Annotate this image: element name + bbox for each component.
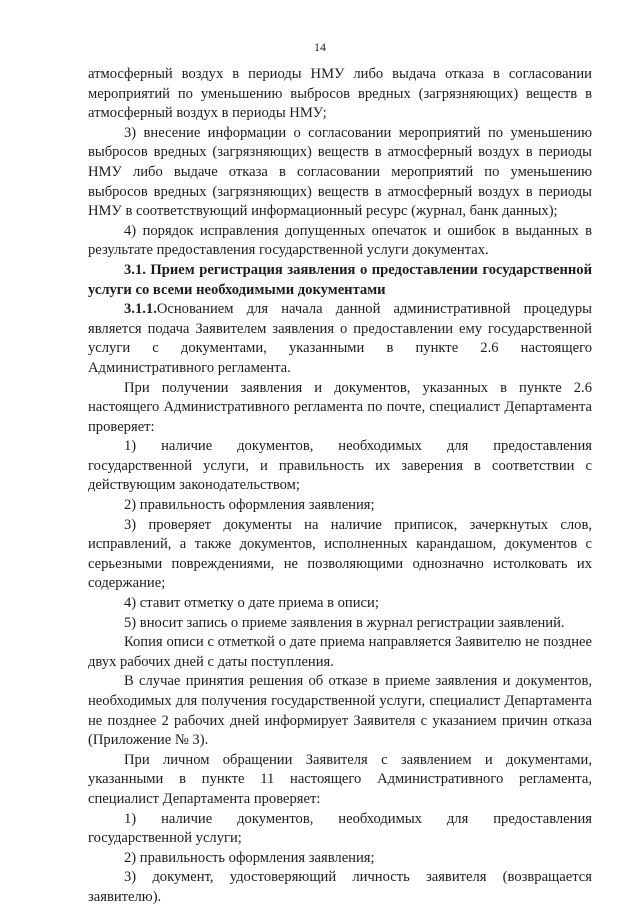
- paragraph: 1) наличие документов, необходимых для предоставления государственной услуги;: [88, 810, 592, 847]
- paragraph: При личном обращении Заявителя с заявлением и документами, указанными в пункте 11 настоящего Административного регламента, специалист Департамента проверяет:: [88, 751, 592, 807]
- paragraph: 1) наличие документов, необходимых для предоставления государственной услуги, и правильность их заверения в соответствии с действующим законодательством;: [88, 438, 592, 494]
- paragraph: 4) порядок исправления допущенных опечаток и ошибок в выданных в результате предоставления государственной услуги документах.: [88, 222, 592, 259]
- section-heading: 3.1. Прием регистрация заявления о предоставлении государственной услуги со всеми необходимыми документами: [88, 261, 592, 298]
- paragraph: В случае принятия решения об отказе в приеме заявления и документов, необходимых для получения государственной услуги, специалист Департамента не позднее 2 рабочих дней информирует Заявителя с указанием причин отказа (Приложение № 3).: [88, 673, 592, 749]
- subsection-text: Основанием для начала данной административной процедуры является подача Заявителем заявления о предоставлении ему государственной услуги с документами, указанными в пункте 2.6 настоящего Административного регламента.: [88, 301, 592, 376]
- paragraph: атмосферный воздух в периоды НМУ либо выдача отказа в согласовании мероприятий по уменьшению выбросов вредных (загрязняющих) веществ в атмосферный воздух в периоды НМУ;: [88, 66, 592, 122]
- paragraph: 2) правильность оформления заявления;: [124, 497, 375, 514]
- subsection-number: 3.1.1.: [124, 301, 157, 318]
- page-number: 14: [314, 40, 326, 54]
- paragraph: 5) вносит запись о приеме заявления в журнал регистрации заявлений.: [124, 614, 565, 631]
- subsection-paragraph: [88, 300, 592, 378]
- paragraph: 3) проверяет документы на наличие приписок, зачеркнутых слов, исправлений, а также документов, исполненных карандашом, документов с серьезными повреждениями, не позволяющими однозначно истолковать их содержание;: [88, 516, 592, 592]
- paragraph: Копия описи с отметкой о дате приема направляется Заявителю не позднее двух рабочих дней с даты поступления.: [88, 634, 592, 670]
- paragraph: 4) ставит отметку о дате приема в описи;: [124, 595, 379, 612]
- paragraph: 3) внесение информации о согласовании мероприятий по уменьшению выбросов вредных (загрязняющих) веществ в атмосферный воздух в периоды НМУ либо выдаче отказа в согласовании мероприятий по уменьшению выбросов вредных (загрязняющих) веществ в атмосферный воздух в периоды НМУ в соответствующий информационный ресурс (журнал, банк данных);: [88, 124, 592, 220]
- paragraph: 3) документ, удостоверяющий личность заявителя (возвращается заявителю).: [88, 869, 592, 905]
- paragraph: При получении заявления и документов, указанных в пункте 2.6 настоящего Административного регламента по почте, специалист Департамента проверяет:: [88, 379, 592, 435]
- paragraph: 2) правильность оформления заявления;: [124, 849, 375, 866]
